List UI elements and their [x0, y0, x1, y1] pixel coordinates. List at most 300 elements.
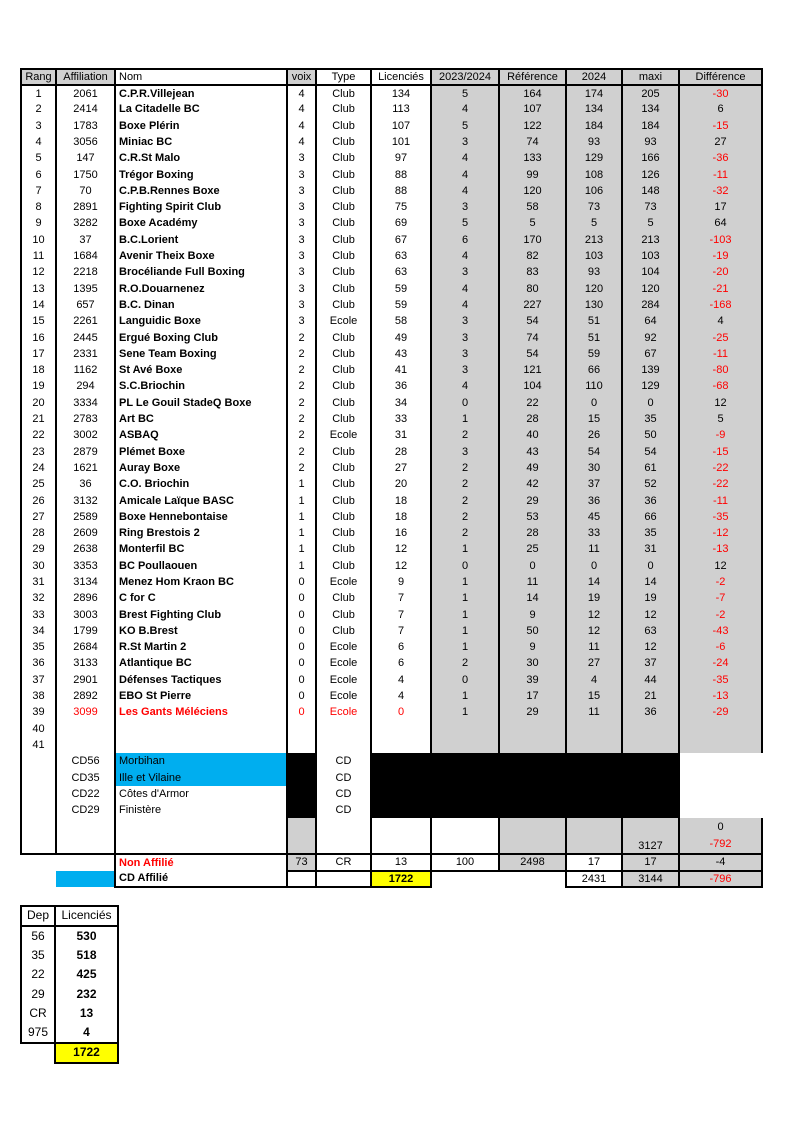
table-row	[21, 313, 762, 329]
cell: St Avé Boxe	[115, 362, 287, 378]
cell: 213	[566, 232, 622, 248]
cell: 29	[21, 985, 55, 1005]
cell: Sene Team Boxing	[115, 346, 287, 362]
cell: 5	[622, 215, 679, 231]
cell: -11	[679, 346, 762, 362]
cell: 3134	[56, 574, 115, 590]
cell: 4	[55, 1024, 118, 1044]
cell: 45	[566, 509, 622, 525]
cell: Les Gants Méléciens	[115, 704, 287, 720]
cell: 134	[622, 101, 679, 117]
cell: 66	[566, 362, 622, 378]
cell: -15	[679, 444, 762, 460]
cell: 7	[371, 590, 431, 606]
cell: 1783	[56, 118, 115, 134]
cell: 3	[287, 297, 316, 313]
cell: -24	[679, 655, 762, 671]
cell: C.R.St Malo	[115, 150, 287, 166]
cell: CD22	[56, 786, 115, 802]
table-row	[21, 737, 762, 753]
cell: 2498	[499, 854, 566, 870]
cell: 35	[622, 411, 679, 427]
cell: 11	[21, 248, 56, 264]
cell: 104	[622, 264, 679, 280]
cell: 50	[499, 623, 566, 639]
cell: 3003	[56, 607, 115, 623]
cell	[371, 802, 431, 818]
cell: 110	[566, 378, 622, 394]
cell: -15	[679, 118, 762, 134]
cell: 2879	[56, 444, 115, 460]
cell: 3	[287, 183, 316, 199]
cell: -30	[679, 85, 762, 101]
cell: 63	[371, 248, 431, 264]
cell: 170	[499, 232, 566, 248]
cell: 1162	[56, 362, 115, 378]
cell: Finistère	[115, 802, 287, 818]
summary-difference-line2: -792	[709, 837, 732, 850]
cell: 93	[566, 134, 622, 150]
cell: B.C. Dinan	[115, 297, 287, 313]
table-row	[21, 362, 762, 378]
cell: 19	[622, 590, 679, 606]
cell: 97	[371, 150, 431, 166]
cell: Boxe Hennebontaise	[115, 509, 287, 525]
cell: 12	[679, 395, 762, 411]
cell	[56, 721, 115, 737]
cell: -35	[679, 672, 762, 688]
cell: Club	[316, 590, 371, 606]
cell: 4	[371, 688, 431, 704]
cell: 75	[371, 199, 431, 215]
table-row	[21, 183, 762, 199]
cell: 232	[55, 985, 118, 1005]
cell: 1684	[56, 248, 115, 264]
cell: 1	[431, 639, 499, 655]
cell: 184	[566, 118, 622, 134]
cell: 1	[431, 574, 499, 590]
cell: Monterfil BC	[115, 541, 287, 557]
cell: 0	[287, 590, 316, 606]
cell: 3	[287, 232, 316, 248]
cell: -36	[679, 150, 762, 166]
cell: 74	[499, 329, 566, 345]
column-header: 2023/2024	[431, 69, 499, 85]
cell: 40	[499, 427, 566, 443]
cell: 30	[566, 460, 622, 476]
cell: 4	[431, 150, 499, 166]
cell: 6	[21, 166, 56, 182]
cell: 0	[566, 558, 622, 574]
cell: 11	[566, 704, 622, 720]
cell: 20	[21, 395, 56, 411]
cell: 30	[499, 655, 566, 671]
cell	[56, 818, 115, 854]
cell: 6	[431, 232, 499, 248]
cell: Club	[316, 395, 371, 411]
cell: 0	[431, 672, 499, 688]
cell: 2	[431, 492, 499, 508]
table-row	[21, 639, 762, 655]
cell: 147	[56, 150, 115, 166]
column-header: Affiliation	[56, 69, 115, 85]
cell	[316, 737, 371, 753]
cell: 12	[371, 558, 431, 574]
table-row	[21, 232, 762, 248]
cell: 9	[499, 607, 566, 623]
cell: 120	[499, 183, 566, 199]
cell: -11	[679, 492, 762, 508]
cell: 11	[566, 541, 622, 557]
cell: 73	[287, 854, 316, 870]
cell: 7	[371, 607, 431, 623]
table-row	[21, 150, 762, 166]
cell: 92	[622, 329, 679, 345]
cell	[21, 802, 56, 818]
dep-total: 1722	[55, 1043, 118, 1063]
cell: 5	[679, 411, 762, 427]
cell: 4	[287, 85, 316, 101]
cell: CD29	[56, 802, 115, 818]
cell: 657	[56, 297, 115, 313]
cell	[371, 721, 431, 737]
cell: 4	[431, 248, 499, 264]
cell: 74	[499, 134, 566, 150]
cell: 3	[287, 248, 316, 264]
cell: 2	[21, 101, 56, 117]
cell: -2	[679, 574, 762, 590]
cell	[622, 721, 679, 737]
cell: 3	[431, 362, 499, 378]
cell: 108	[566, 166, 622, 182]
cell	[316, 721, 371, 737]
cell: 14	[566, 574, 622, 590]
cell: 12	[622, 639, 679, 655]
cell: 39	[21, 704, 56, 720]
column-header: Dep	[21, 906, 55, 926]
cell	[371, 786, 431, 802]
cell: 3	[287, 281, 316, 297]
table-row	[21, 541, 762, 557]
cell: 103	[622, 248, 679, 264]
cell: Club	[316, 411, 371, 427]
cell: Club	[316, 281, 371, 297]
dep-row	[21, 1024, 118, 1044]
table-row	[21, 411, 762, 427]
cd-row	[21, 786, 762, 802]
cell: 0	[287, 574, 316, 590]
cell: 3	[431, 134, 499, 150]
cell: 0	[622, 558, 679, 574]
cell	[21, 786, 56, 802]
cell: Ecole	[316, 688, 371, 704]
cell: -103	[679, 232, 762, 248]
cell: 4	[679, 313, 762, 329]
cell	[499, 737, 566, 753]
cell	[371, 753, 431, 769]
cell: 64	[622, 313, 679, 329]
cell: 2	[287, 378, 316, 394]
cell: 2	[287, 427, 316, 443]
cell: La Citadelle BC	[115, 101, 287, 117]
cell: 5	[431, 118, 499, 134]
cell: -6	[679, 639, 762, 655]
cell: 37	[622, 655, 679, 671]
cell: KO B.Brest	[115, 623, 287, 639]
cell: Club	[316, 297, 371, 313]
cell: 18	[21, 362, 56, 378]
cell: 88	[371, 166, 431, 182]
cell: 22	[499, 395, 566, 411]
cell: 27	[679, 134, 762, 150]
cell: 49	[499, 460, 566, 476]
cell: CD	[316, 802, 371, 818]
cell: C.P.B.Rennes Boxe	[115, 183, 287, 199]
cell: -13	[679, 541, 762, 557]
cell: 63	[622, 623, 679, 639]
table-row	[21, 329, 762, 345]
cell: -12	[679, 525, 762, 541]
cell	[431, 753, 499, 769]
cell: -7	[679, 590, 762, 606]
cell: 33	[21, 607, 56, 623]
table-row	[21, 248, 762, 264]
cell: Trégor Boxing	[115, 166, 287, 182]
table-row	[21, 607, 762, 623]
cd-affilie-row	[21, 871, 762, 887]
cell: 38	[21, 688, 56, 704]
cell: 5	[431, 85, 499, 101]
cell: 44	[622, 672, 679, 688]
cell: CD	[316, 753, 371, 769]
cell: -35	[679, 509, 762, 525]
cell: 2892	[56, 688, 115, 704]
cell: R.St Martin 2	[115, 639, 287, 655]
cell: Avenir Theix Boxe	[115, 248, 287, 264]
cell: 0	[499, 558, 566, 574]
cell: 27	[371, 460, 431, 476]
cell: 23	[21, 444, 56, 460]
cell: 5	[499, 215, 566, 231]
cell: Club	[316, 558, 371, 574]
table-row	[21, 118, 762, 134]
cell: -80	[679, 362, 762, 378]
cell: 3	[287, 215, 316, 231]
cell: 13	[371, 854, 431, 870]
cell: 2896	[56, 590, 115, 606]
cell	[21, 753, 56, 769]
cell: 51	[566, 329, 622, 345]
cell: 59	[566, 346, 622, 362]
cell: 134	[371, 85, 431, 101]
table-row	[21, 101, 762, 117]
cell: 3132	[56, 492, 115, 508]
cell: 1	[287, 509, 316, 525]
cell: 2638	[56, 541, 115, 557]
cell: 1	[287, 476, 316, 492]
cell: -19	[679, 248, 762, 264]
cell: 1799	[56, 623, 115, 639]
cell: 166	[622, 150, 679, 166]
column-header: maxi	[622, 69, 679, 85]
cell: 100	[431, 854, 499, 870]
cell: 73	[566, 199, 622, 215]
cell: 67	[622, 346, 679, 362]
column-header: 2024	[566, 69, 622, 85]
cell: 0	[431, 558, 499, 574]
cell: Menez Hom Kraon BC	[115, 574, 287, 590]
column-header: Référence	[499, 69, 566, 85]
cell: 12	[679, 558, 762, 574]
cell: -20	[679, 264, 762, 280]
cell: 35	[21, 946, 55, 966]
cell	[566, 769, 622, 785]
cell: 54	[566, 444, 622, 460]
cell: 1	[431, 704, 499, 720]
cell	[566, 818, 622, 854]
cell: 0	[287, 639, 316, 655]
cell: 41	[21, 737, 56, 753]
cell: 82	[499, 248, 566, 264]
cell: 58	[371, 313, 431, 329]
cell: 61	[622, 460, 679, 476]
table-row	[21, 525, 762, 541]
cell: 3	[287, 264, 316, 280]
cell: 2684	[56, 639, 115, 655]
cell: Ecole	[316, 704, 371, 720]
cell: 16	[21, 329, 56, 345]
cell: 36	[56, 476, 115, 492]
cell: 4	[287, 134, 316, 150]
cell: 2431	[566, 871, 622, 887]
non-affilie-row	[21, 854, 762, 870]
cell: 103	[566, 248, 622, 264]
cell: 2	[287, 460, 316, 476]
cell: 2	[287, 346, 316, 362]
cell: 54	[499, 313, 566, 329]
cell: 19	[566, 590, 622, 606]
cell: 26	[21, 492, 56, 508]
cell: 1	[431, 607, 499, 623]
cell	[499, 802, 566, 818]
cell: Club	[316, 476, 371, 492]
cell: 120	[622, 281, 679, 297]
cell	[431, 871, 499, 887]
cd-affilie-highlight	[56, 871, 115, 887]
cell	[287, 769, 316, 785]
cell: 54	[499, 346, 566, 362]
cd-row	[21, 802, 762, 818]
cell: Miniac BC	[115, 134, 287, 150]
cell: 34	[371, 395, 431, 411]
cell: Ergué Boxing Club	[115, 329, 287, 345]
cell: Club	[316, 541, 371, 557]
cell: 0	[287, 607, 316, 623]
cell: Club	[316, 101, 371, 117]
cell: 1	[21, 85, 56, 101]
cell: 80	[499, 281, 566, 297]
cell: CD	[316, 786, 371, 802]
table-row	[21, 134, 762, 150]
cell	[21, 818, 56, 854]
cell: Club	[316, 623, 371, 639]
cell: 93	[566, 264, 622, 280]
cell: Club	[316, 248, 371, 264]
cd-row	[21, 769, 762, 785]
cell: 4	[287, 101, 316, 117]
cell: 22	[21, 965, 55, 985]
cell: 1	[287, 541, 316, 557]
cell	[56, 854, 115, 870]
cell: Club	[316, 444, 371, 460]
cell: 34	[21, 623, 56, 639]
cell: 69	[371, 215, 431, 231]
cell: 11	[499, 574, 566, 590]
cell	[566, 802, 622, 818]
table-row	[21, 558, 762, 574]
cell: 12	[21, 264, 56, 280]
table-row	[21, 166, 762, 182]
cell: Club	[316, 329, 371, 345]
cell: 6	[371, 639, 431, 655]
cell	[622, 802, 679, 818]
cell: 67	[371, 232, 431, 248]
cell: 1	[431, 541, 499, 557]
cell: 43	[499, 444, 566, 460]
cell: 12	[566, 623, 622, 639]
cell	[566, 753, 622, 769]
cell: Club	[316, 232, 371, 248]
cell: 1	[431, 411, 499, 427]
cell: 30	[21, 558, 56, 574]
cell: Brocéliande Full Boxing	[115, 264, 287, 280]
cell: 2	[431, 525, 499, 541]
cell: 25	[21, 476, 56, 492]
cell: 58	[499, 199, 566, 215]
cell: 0	[287, 655, 316, 671]
cell: 2	[431, 427, 499, 443]
cell: 26	[566, 427, 622, 443]
cell: 22	[21, 427, 56, 443]
cell: 99	[499, 166, 566, 182]
cell: 10	[21, 232, 56, 248]
cell: -168	[679, 297, 762, 313]
cell	[431, 818, 499, 854]
cell: CD35	[56, 769, 115, 785]
cell: 2609	[56, 525, 115, 541]
cell: -9	[679, 427, 762, 443]
dep-total-row	[21, 1043, 118, 1063]
cell: 3	[21, 118, 56, 134]
cell: 3133	[56, 655, 115, 671]
cell: 129	[622, 378, 679, 394]
cell: 36	[21, 655, 56, 671]
cell: Ecole	[316, 655, 371, 671]
cell: 4	[431, 101, 499, 117]
cell: 4	[431, 166, 499, 182]
cell: 4	[371, 672, 431, 688]
cell: 2061	[56, 85, 115, 101]
cell: 32	[21, 590, 56, 606]
table-row	[21, 574, 762, 590]
cell: CD	[316, 769, 371, 785]
cell	[499, 721, 566, 737]
cell: 3334	[56, 395, 115, 411]
cell: 205	[622, 85, 679, 101]
cell: 17	[679, 199, 762, 215]
cell: 284	[622, 297, 679, 313]
cell	[431, 769, 499, 785]
